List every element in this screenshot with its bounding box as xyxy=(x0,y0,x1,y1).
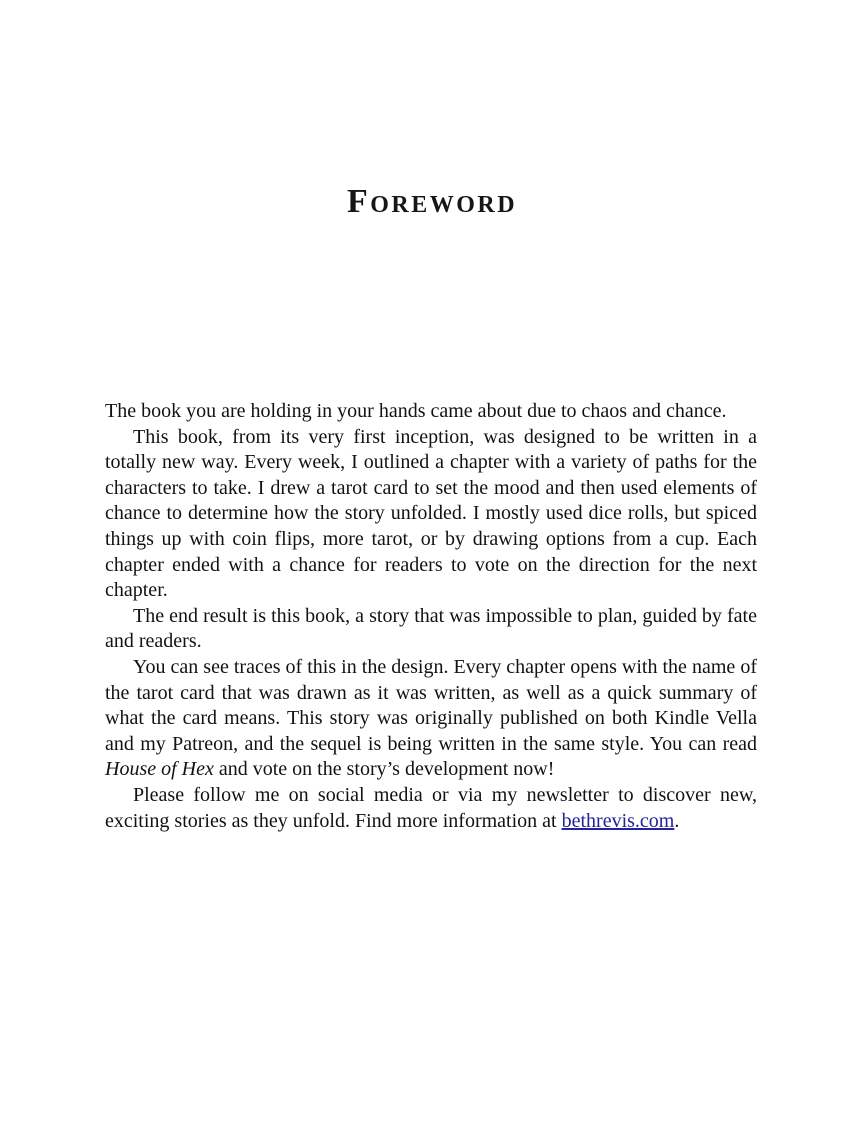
paragraph xyxy=(105,399,757,425)
foreword-body xyxy=(105,399,757,834)
paragraph-text: . xyxy=(674,809,680,832)
paragraph-text: and vote on the story’s development now! xyxy=(213,758,555,781)
paragraph-text: This book, from its very first inception, was designed to be written in a totally new way. Every week, I outlined a chapter with a variety of paths for the characters to take. I drew a tarot card to set the mood and then used elements of chance to determine how the story unfolded. I mostly used dice rolls, but spiced things up with coin flips, more tarot, or by drawing options from a cup. Each chapter ended with a chance for readers to vote on the direction for the next chapter. xyxy=(105,425,757,602)
paragraph xyxy=(105,604,757,655)
paragraph-text: The book you are holding in your hands came about due to chaos and chance. xyxy=(105,400,727,422)
book-title-italic: House of Hex xyxy=(105,758,214,781)
paragraph-text: Please follow me on social media or via my newsletter to discover new, exciting stories as they unfold. Find more information at xyxy=(105,783,757,832)
paragraph xyxy=(105,425,757,604)
paragraph-text: The end result is this book, a story that was impossible to plan, guided by fate and readers. xyxy=(105,604,757,653)
paragraph xyxy=(105,655,757,783)
paragraph-text: You can see traces of this in the design. Every chapter opens with the name of the tarot card that was drawn as it was written, as well as a quick summary of what the card means. This story was originally published on both Kindle Vella and my Patreon, and the sequel is being written in the same style. You can read xyxy=(105,655,757,755)
paragraph xyxy=(105,783,757,834)
bethrevis-link[interactable]: bethrevis.com xyxy=(561,809,675,832)
page-title: Foreword xyxy=(346,183,518,220)
